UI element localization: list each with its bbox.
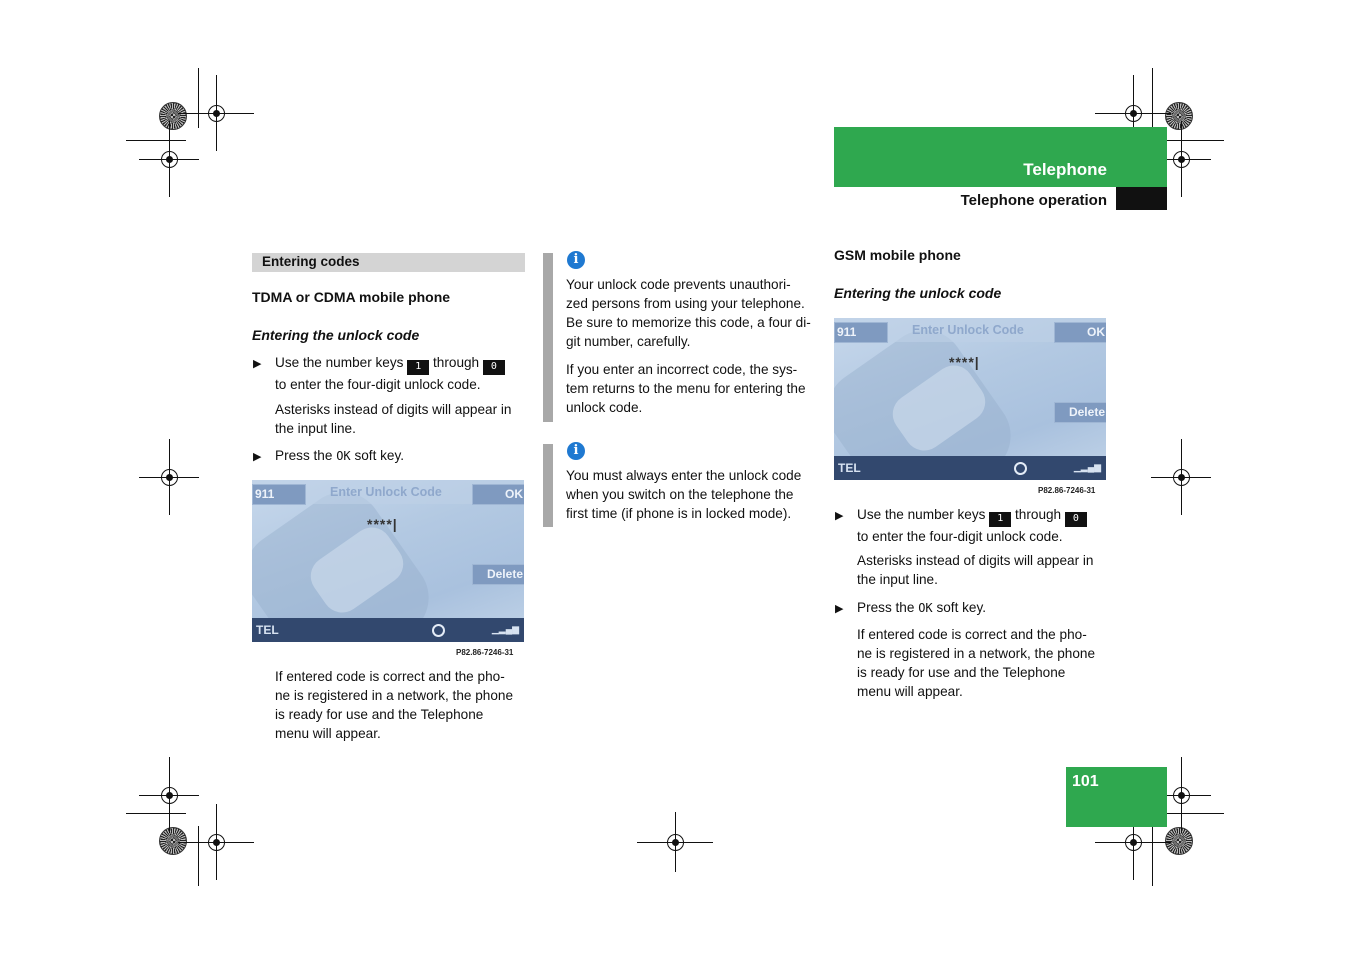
section-title: Telephone operation (960, 192, 1107, 209)
info-bar (543, 253, 553, 422)
softkey-911: 911 (252, 484, 306, 505)
registration-rosette (159, 827, 187, 855)
left-step-1 (275, 353, 530, 394)
result-line: ne is registered in a network, the phone (275, 688, 514, 703)
ok-key: OK (918, 601, 933, 615)
signal-icon: ▁▂▄▆ (1073, 462, 1101, 472)
page-number-box (1066, 767, 1167, 827)
ok-key: OK (336, 449, 351, 463)
right-heading: GSM mobile phone (834, 247, 961, 263)
info-line: when you switch on the telephone the (566, 487, 794, 502)
result-line: menu will appear. (857, 684, 963, 699)
note-line: Asterisks instead of digits will appear in (275, 402, 512, 417)
note-line: Asterisks instead of digits will appear in (857, 553, 1094, 568)
result-line: If entered code is correct and the pho- (857, 627, 1087, 642)
result-line: menu will appear. (275, 726, 381, 741)
signal-icon: ▁▂▄▆ (491, 624, 519, 634)
key-0: 0 (1065, 512, 1087, 527)
step-text: Use the number keys (275, 355, 404, 370)
info-icon: i (567, 442, 585, 460)
left-subheading: Entering the unlock code (252, 327, 420, 343)
info-icon: i (567, 251, 585, 269)
step-text: to enter the four-digit unlock code. (857, 529, 1063, 544)
left-result (275, 667, 530, 743)
step-text: Use the number keys (857, 507, 986, 522)
info-block-1b (566, 360, 828, 417)
step-text: Press the (857, 600, 915, 615)
right-subheading: Entering the unlock code (834, 285, 1002, 301)
info-line: If you enter an incorrect code, the sys- (566, 362, 798, 377)
softkey-ok: OK (472, 484, 524, 505)
step-text: soft key. (354, 448, 405, 463)
key-1: 1 (407, 360, 429, 375)
image-caption: P82.86-7246-31 (456, 648, 514, 657)
softkey-delete: Delete (472, 564, 524, 585)
ring-icon (1014, 462, 1027, 475)
info-line: Be sure to memorize this code, a four di- (566, 315, 811, 330)
bullet-icon: ▶ (253, 451, 262, 463)
info-line: first time (if phone is in locked mode). (566, 506, 792, 521)
left-step-2 (275, 446, 530, 466)
screen-title: Enter Unlock Code (912, 323, 1024, 337)
chapter-header (834, 127, 1167, 187)
info-bar (543, 444, 553, 527)
step-text: Press the (275, 448, 333, 463)
code-input-line: ****| (949, 354, 980, 370)
result-line: ne is registered in a network, the phone (857, 646, 1096, 661)
info-line: unlock code. (566, 400, 643, 415)
info-block-1 (566, 275, 828, 351)
code-input-line: ****| (367, 516, 398, 532)
result-line: is ready for use and the Telephone (275, 707, 484, 722)
result-line: If entered code is correct and the pho- (275, 669, 505, 684)
key-0: 0 (483, 360, 505, 375)
right-result (857, 625, 1112, 701)
section-bar (252, 253, 525, 272)
step-text: through (1015, 507, 1062, 522)
page-number: 101 (1072, 773, 1099, 790)
section-bar-label: Entering codes (262, 254, 360, 269)
status-tel: TEL (256, 623, 279, 637)
ring-icon (432, 624, 445, 637)
bullet-icon: ▶ (835, 510, 844, 522)
info-line: tem returns to the menu for entering the (566, 381, 806, 396)
left-note (275, 400, 530, 438)
note-line: the input line. (275, 421, 356, 436)
registration-rosette (1165, 827, 1193, 855)
softkey-ok: OK (1054, 322, 1106, 343)
info-line: zed persons from using your telephone. (566, 296, 805, 311)
step-text: to enter the four-digit unlock code. (275, 377, 481, 392)
image-caption: P82.86-7246-31 (1038, 486, 1096, 495)
unlock-code-screen (834, 318, 1106, 480)
right-note (857, 551, 1112, 589)
bullet-icon: ▶ (835, 603, 844, 615)
note-line: the input line. (857, 572, 938, 587)
left-heading: TDMA or CDMA mobile phone (252, 289, 451, 305)
chapter-title: Telephone (1023, 160, 1107, 179)
screen-title: Enter Unlock Code (330, 485, 442, 499)
screen-statusbar (834, 456, 1106, 480)
softkey-911: 911 (834, 322, 888, 343)
softkey-delete: Delete (1054, 402, 1106, 423)
right-step-1 (857, 505, 1112, 546)
step-text: soft key. (936, 600, 987, 615)
key-1: 1 (989, 512, 1011, 527)
info-block-2 (566, 466, 828, 523)
unlock-code-screen (252, 480, 524, 642)
section-marker (1116, 187, 1167, 210)
step-text: through (433, 355, 480, 370)
info-line: Your unlock code prevents unauthori- (566, 277, 791, 292)
status-tel: TEL (838, 461, 861, 475)
section-header (834, 187, 1167, 211)
right-step-2 (857, 598, 1112, 618)
info-line: git number, carefully. (566, 334, 691, 349)
registration-rosette (159, 102, 187, 130)
screen-statusbar (252, 618, 524, 642)
result-line: is ready for use and the Telephone (857, 665, 1066, 680)
registration-rosette (1165, 102, 1193, 130)
bullet-icon: ▶ (253, 358, 262, 370)
info-line: You must always enter the unlock code (566, 468, 802, 483)
